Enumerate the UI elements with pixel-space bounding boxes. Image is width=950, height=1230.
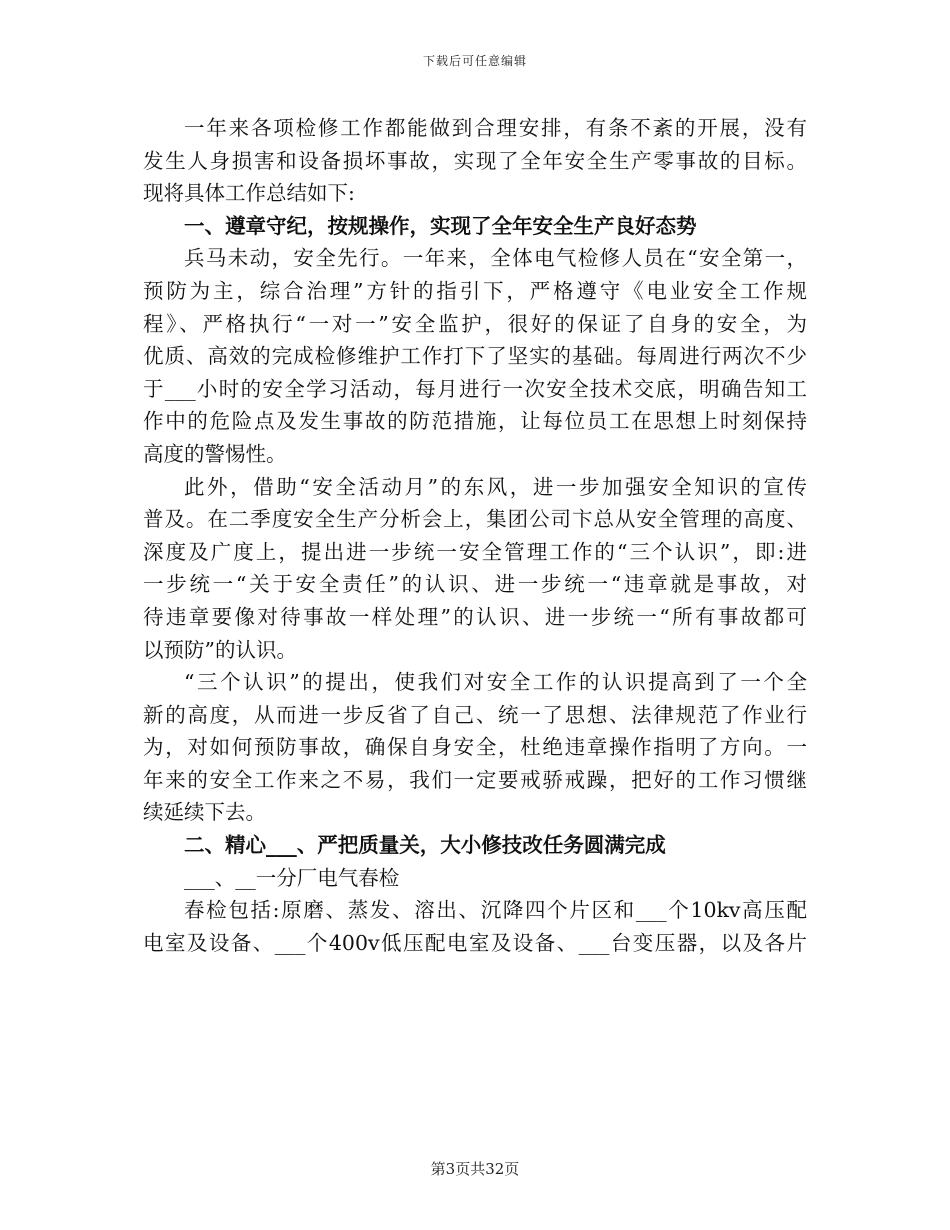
text-line: 现将具体工作总结如下: xyxy=(143,181,355,206)
text-line: 预防为主，综合治理”方针的指引下，严格遵守《电业安全工作规 xyxy=(143,278,807,303)
text-line: 普及。在二季度安全生产分析会上，集团公司卞总从安全管理的高度、 xyxy=(143,507,807,532)
text-line: 春检包括:原磨、蒸发、溶出、沉降四个片区和___个10kv高压配 xyxy=(184,898,807,923)
text-line: 以预防”的认识。 xyxy=(143,637,297,662)
text-line: 续延续下去。 xyxy=(143,800,266,825)
text-line: 发生人身损害和设备损坏事故，实现了全年安全生产零事故的目标。 xyxy=(143,148,807,173)
text-line: 一步统一“关于安全责任”的认识、进一步统一“违章就是事故，对 xyxy=(143,572,807,597)
text-line: 优质、高效的完成检修维护工作打下了坚实的基础。每周进行两次不少 xyxy=(143,344,807,369)
text-line: “三个认识”的提出，使我们对安全工作的认识提高到了一个全 xyxy=(184,670,807,695)
section-heading: 二、精心___、严把质量关，大小修技改任务圆满完成 xyxy=(184,833,666,858)
text-line: 一年来各项检修工作都能做到合理安排，有条不紊的开展，没有 xyxy=(184,116,807,140)
text-line: 年来的安全工作来之不易，我们一定要戒骄戒躁，把好的工作习惯继 xyxy=(143,767,807,792)
text-line: 新的高度，从而进一步反省了自己、统一了思想、法律规范了作业行 xyxy=(143,702,807,727)
document-body xyxy=(143,112,807,959)
section-heading: 一、遵章守纪，按规操作，实现了全年安全生产良好态势 xyxy=(184,213,697,238)
text-line: 高度的警惕性。 xyxy=(143,441,287,466)
text-line: 程》、严格执行“一对一”安全监护，很好的保证了自身的安全，为 xyxy=(143,311,807,336)
text-line: 于___小时的安全学习活动，每月进行一次安全技术交底，明确告知工 xyxy=(143,376,807,401)
text-line: 作中的危险点及发生事故的防范措施，让每位员工在思想上时刻保持 xyxy=(143,409,807,434)
page-footer: 第3页共32页 xyxy=(430,1160,520,1178)
text-line: 电室及设备、___个400v低压配电室及设备、___台变压器，以及各片 xyxy=(143,930,807,955)
text-line: 此外，借助“安全活动月”的东风，进一步加强安全知识的宣传 xyxy=(184,474,807,499)
text-line: 为，对如何预防事故，确保自身安全，杜绝违章操作指明了方向。一 xyxy=(143,735,807,760)
text-line: 深度及广度上，提出进一步统一安全管理工作的“三个认识”，即:进 xyxy=(143,539,807,564)
text-line: 待违章要像对待事故一样处理”的认识、进一步统一“所有事故都可 xyxy=(143,604,807,629)
page-header-note: 下载后可任意编辑 xyxy=(422,54,527,68)
text-line: ___、__一分厂电气春检 xyxy=(184,865,400,890)
text-line: 兵马未动，安全先行。一年来，全体电气检修人员在“安全第一， xyxy=(184,246,807,271)
